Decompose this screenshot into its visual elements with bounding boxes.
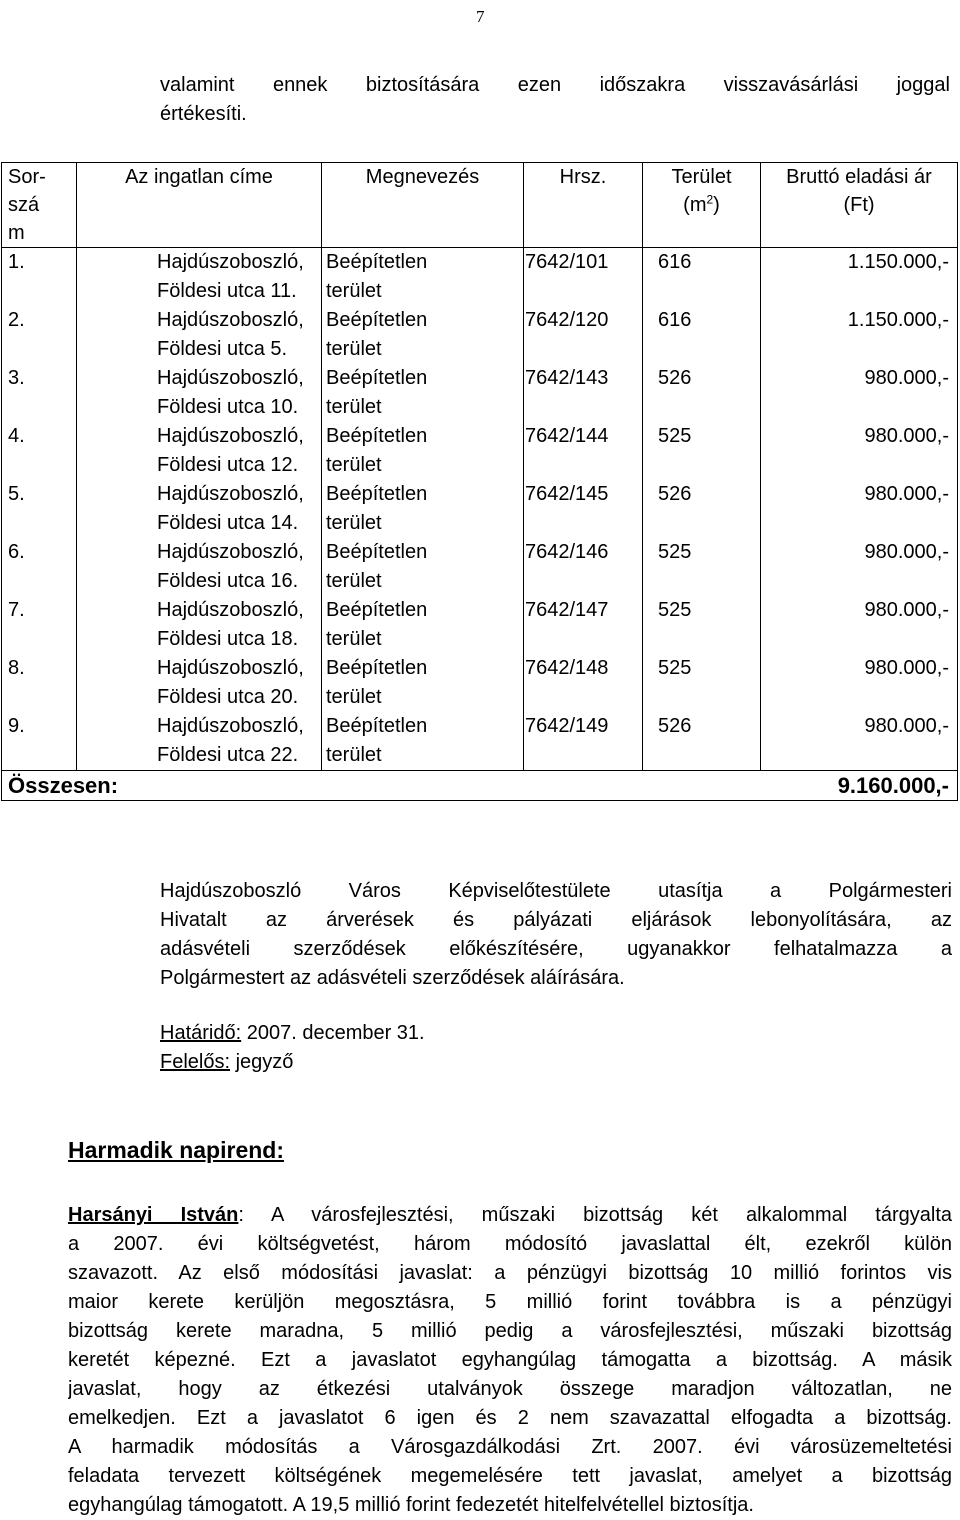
- row-name: [322, 712, 524, 771]
- row-number: [2, 306, 77, 364]
- header-price-label: Bruttó eladási ár: [786, 166, 932, 188]
- row-price-text: 980.000,-: [864, 715, 949, 737]
- table-row: [2, 538, 958, 596]
- header-area-unit-suffix: ): [713, 194, 720, 216]
- agenda-line: szavazott. Az első módosítási javaslat: a pénzügyi bizottság 10 millió forintos vis: [68, 1262, 952, 1284]
- header-hrsz-label: Hrsz.: [559, 166, 607, 188]
- row-area: [643, 248, 761, 307]
- row-name: [322, 306, 524, 364]
- agenda-lines: [68, 1230, 952, 1520]
- agenda-first-line: [68, 1201, 952, 1230]
- row-hrsz-text: 7642/120: [525, 309, 609, 331]
- row-address: [77, 654, 322, 712]
- header-area-unit-sup: 2: [706, 192, 714, 207]
- row-name: [322, 364, 524, 422]
- row-hrsz-text: 7642/101: [525, 251, 609, 273]
- table-row: [2, 654, 958, 712]
- header-no: [2, 163, 77, 248]
- agenda-line: keretét képezné. Ezt a javaslatot egyhangúlag támogatta a bizottság. A másik: [68, 1349, 952, 1371]
- row-price-text: 980.000,-: [864, 599, 949, 621]
- row-hrsz: [524, 364, 643, 422]
- row-hrsz-text: 7642/147: [525, 599, 609, 621]
- row-hrsz-text: 7642/143: [525, 367, 609, 389]
- row-address: [77, 364, 322, 422]
- row-price: [761, 248, 958, 307]
- table-row: [2, 364, 958, 422]
- row-address-text: Földesi utca 11.: [157, 280, 297, 302]
- agenda-line: feladata tervezett költségének megemelésére tett javaslat, amelyet a bizottság: [68, 1465, 952, 1487]
- row-hrsz-text: 7642/148: [525, 657, 609, 679]
- table-header-row: [2, 163, 958, 248]
- row-address: [77, 306, 322, 364]
- row-price-text: 1.150.000,-: [847, 251, 949, 273]
- row-name: [322, 422, 524, 480]
- row-price: [761, 306, 958, 364]
- row-name-text: Beépítetlen: [326, 309, 428, 331]
- table-row: [2, 596, 958, 654]
- row-address-text: Hajdúszoboszló,: [157, 541, 304, 563]
- table-row: [2, 306, 958, 364]
- row-area-text: 616: [658, 309, 692, 331]
- row-address-text: Földesi utca 12.: [157, 454, 299, 476]
- row-area-text: 525: [658, 657, 692, 679]
- header-address: [77, 163, 322, 248]
- row-hrsz: [524, 248, 643, 307]
- row-hrsz-text: 7642/144: [525, 425, 609, 447]
- header-name: [322, 163, 524, 248]
- row-name: [322, 248, 524, 307]
- row-number-text: 5.: [8, 483, 25, 505]
- row-hrsz-text: 7642/146: [525, 541, 609, 563]
- speaker-name: Harsányi István: [68, 1204, 239, 1226]
- row-price-text: 1.150.000,-: [847, 309, 949, 331]
- total-value-text: 9.160.000,-: [837, 773, 949, 798]
- row-hrsz: [524, 306, 643, 364]
- row-price: [761, 712, 958, 771]
- row-area: [643, 654, 761, 712]
- row-address: [77, 538, 322, 596]
- header-price-unit: (Ft): [843, 194, 875, 216]
- row-number: [2, 538, 77, 596]
- responsible: [160, 1048, 293, 1077]
- row-address-text: Hajdúszoboszló,: [157, 367, 304, 389]
- row-name: [322, 480, 524, 538]
- agenda-paragraph: [68, 1201, 952, 1520]
- resolution-line: Polgármestert az adásvételi szerződések aláírására.: [160, 967, 625, 989]
- header-hrsz: [524, 163, 643, 248]
- row-name: [322, 596, 524, 654]
- row-name-text: Beépítetlen: [326, 251, 428, 273]
- header-no-line: m: [8, 222, 25, 244]
- row-address-text: Hajdúszoboszló,: [157, 251, 304, 273]
- row-number: [2, 480, 77, 538]
- agenda-first-line-text: : A városfejlesztési, műszaki bizottság két alkalommal tárgyalta: [238, 1204, 952, 1226]
- row-area-text: 526: [658, 483, 692, 505]
- resolution-line: Hajdúszoboszló Város Képviselőtestülete utasítja a Polgármesteri: [160, 880, 952, 902]
- property-table: [1, 162, 958, 801]
- row-address: [77, 422, 322, 480]
- row-address-text: Földesi utca 5.: [157, 338, 288, 360]
- row-area-text: 525: [658, 541, 692, 563]
- row-price: [761, 596, 958, 654]
- row-price: [761, 480, 958, 538]
- row-price: [761, 538, 958, 596]
- agenda-line: egyhangúlag támogatott. A 19,5 millió forint fedezetét hitelfelvétellel biztosítja.: [68, 1494, 754, 1516]
- row-name-text: Beépítetlen: [326, 541, 428, 563]
- table-row: [2, 248, 958, 307]
- row-address: [77, 480, 322, 538]
- row-number-text: 8.: [8, 657, 25, 679]
- row-hrsz: [524, 538, 643, 596]
- row-name-text: terület: [326, 570, 382, 592]
- row-address-text: Földesi utca 22.: [157, 744, 299, 766]
- row-address-text: Hajdúszoboszló,: [157, 425, 304, 447]
- row-area-text: 525: [658, 599, 692, 621]
- row-price: [761, 422, 958, 480]
- row-address: [77, 248, 322, 307]
- responsible-value: jegyző: [230, 1051, 294, 1073]
- agenda-line: javaslat, hogy az étkezési utalványok összege maradjon változatlan, ne: [68, 1378, 952, 1400]
- row-hrsz-text: 7642/149: [525, 715, 609, 737]
- row-number: [2, 248, 77, 307]
- row-address-text: Földesi utca 18.: [157, 628, 299, 650]
- row-area-text: 526: [658, 367, 692, 389]
- row-address-text: Hajdúszoboszló,: [157, 309, 304, 331]
- row-address-text: Földesi utca 14.: [157, 512, 299, 534]
- row-name-text: terület: [326, 280, 382, 302]
- row-number-text: 6.: [8, 541, 25, 563]
- deadline-label: Határidő:: [160, 1022, 242, 1044]
- row-price-text: 980.000,-: [864, 483, 949, 505]
- row-name-text: Beépítetlen: [326, 715, 428, 737]
- header-no-line: szá: [8, 194, 40, 216]
- header-name-label: Megnevezés: [365, 166, 480, 188]
- row-area: [643, 306, 761, 364]
- row-name-text: terület: [326, 686, 382, 708]
- row-name: [322, 538, 524, 596]
- table-row: [2, 480, 958, 538]
- row-hrsz: [524, 422, 643, 480]
- table-row: [2, 422, 958, 480]
- total-label-text: Összesen:: [8, 773, 119, 798]
- row-hrsz: [524, 596, 643, 654]
- header-price: [761, 163, 958, 248]
- row-number-text: 9.: [8, 715, 25, 737]
- row-hrsz: [524, 654, 643, 712]
- row-area: [643, 538, 761, 596]
- row-area-text: 525: [658, 425, 692, 447]
- row-address-text: Földesi utca 16.: [157, 570, 299, 592]
- row-name-text: Beépítetlen: [326, 367, 428, 389]
- resolution-paragraph: [160, 877, 952, 993]
- agenda-line: a 2007. évi költségvetést, három módosító javaslattal élt, ezekről külön: [68, 1233, 952, 1255]
- header-address-label: Az ingatlan címe: [125, 166, 273, 188]
- responsible-label: Felelős:: [160, 1051, 231, 1073]
- row-name-text: terület: [326, 338, 382, 360]
- header-area-label: Terület: [671, 166, 732, 188]
- table-row: [2, 712, 958, 771]
- agenda-line: maior kerete kerüljön megosztásra, 5 millió forint továbbra is a pénzügyi: [68, 1291, 952, 1313]
- header-area-unit: [643, 191, 760, 219]
- row-price-text: 980.000,-: [864, 367, 949, 389]
- row-area-text: 616: [658, 251, 692, 273]
- row-name-text: Beépítetlen: [326, 425, 428, 447]
- deadline-value: 2007. december 31.: [241, 1022, 425, 1044]
- row-number: [2, 364, 77, 422]
- resolution-line: adásvételi szerződések előkészítésére, ugyanakkor felhatalmazza a: [160, 938, 952, 960]
- row-number: [2, 596, 77, 654]
- row-name-text: terület: [326, 454, 382, 476]
- row-hrsz: [524, 480, 643, 538]
- row-address-text: Hajdúszoboszló,: [157, 483, 304, 505]
- row-number-text: 1.: [8, 251, 25, 273]
- total-row: [2, 771, 958, 801]
- row-name-text: terület: [326, 512, 382, 534]
- row-price-text: 980.000,-: [864, 425, 949, 447]
- resolution-line: Hivatalt az árverések és pályázati eljárások lebonyolítására, az: [160, 909, 952, 931]
- row-area: [643, 364, 761, 422]
- row-address-text: Hajdúszoboszló,: [157, 657, 304, 679]
- agenda-line: bizottság kerete maradna, 5 millió pedig a városfejlesztési, műszaki bizottság: [68, 1320, 952, 1342]
- agenda-heading: Harmadik napirend:: [68, 1137, 284, 1163]
- row-number: [2, 422, 77, 480]
- total-label: [2, 771, 524, 801]
- row-price-text: 980.000,-: [864, 541, 949, 563]
- row-name-text: Beépítetlen: [326, 599, 428, 621]
- row-address: [77, 712, 322, 771]
- row-area: [643, 480, 761, 538]
- row-address-text: Földesi utca 10.: [157, 396, 299, 418]
- row-name-text: terület: [326, 396, 382, 418]
- row-address-text: Földesi utca 20.: [157, 686, 299, 708]
- header-area-unit-prefix: (m: [683, 194, 707, 216]
- row-number-text: 2.: [8, 309, 25, 331]
- intro-line: valamint ennek biztosítására ezen időszakra visszavásárlási joggal: [160, 74, 950, 96]
- header-area: [643, 163, 761, 248]
- row-address: [77, 596, 322, 654]
- row-name-text: terület: [326, 628, 382, 650]
- row-area: [643, 712, 761, 771]
- row-number: [2, 712, 77, 771]
- row-name-text: terület: [326, 744, 382, 766]
- row-number: [2, 654, 77, 712]
- header-no-line: Sor-: [8, 166, 46, 188]
- row-area: [643, 596, 761, 654]
- total-value: [524, 771, 958, 801]
- row-name-text: Beépítetlen: [326, 483, 428, 505]
- row-price: [761, 654, 958, 712]
- row-address-text: Hajdúszoboszló,: [157, 599, 304, 621]
- intro-paragraph: [160, 71, 950, 129]
- row-address-text: Hajdúszoboszló,: [157, 715, 304, 737]
- row-price-text: 980.000,-: [864, 657, 949, 679]
- intro-line: értékesíti.: [160, 103, 247, 125]
- row-number-text: 3.: [8, 367, 25, 389]
- deadline: [160, 1019, 425, 1048]
- row-number-text: 7.: [8, 599, 25, 621]
- page-number: 7: [476, 7, 485, 26]
- row-hrsz: [524, 712, 643, 771]
- row-name-text: Beépítetlen: [326, 657, 428, 679]
- row-price: [761, 364, 958, 422]
- agenda-line: emelkedjen. Ezt a javaslatot 6 igen és 2 nem szavazattal elfogadta a bizottság.: [68, 1407, 952, 1429]
- row-name: [322, 654, 524, 712]
- row-hrsz-text: 7642/145: [525, 483, 609, 505]
- row-area: [643, 422, 761, 480]
- row-number-text: 4.: [8, 425, 25, 447]
- agenda-line: A harmadik módosítás a Városgazdálkodási Zrt. 2007. évi városüzemeltetési: [68, 1436, 952, 1458]
- row-area-text: 526: [658, 715, 692, 737]
